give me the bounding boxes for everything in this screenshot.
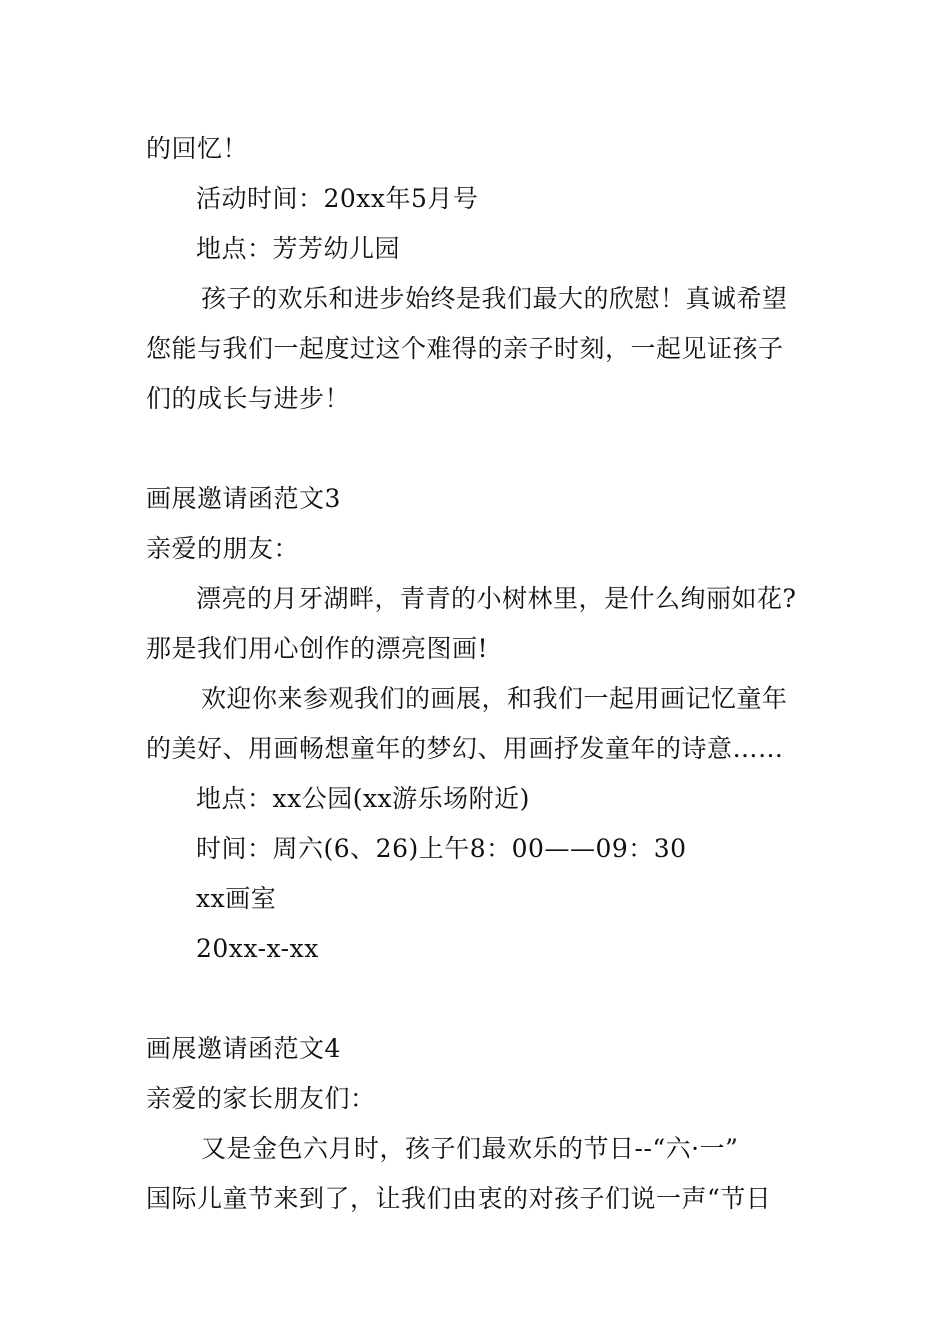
paragraph-line: 那是我们用心创作的漂亮图画! <box>146 634 489 663</box>
paragraph-line: 您能与我们一起度过这个难得的亲子时刻，一起见证孩子 <box>146 334 784 363</box>
activity-place: 地点：芳芳幼儿园 <box>196 234 401 263</box>
section-heading: 画展邀请函范文4 <box>146 1034 341 1063</box>
paragraph-line: 又是金色六月时，孩子们最欢乐的节日--“六·一” <box>201 1134 739 1163</box>
section-heading: 画展邀请函范文3 <box>146 484 341 513</box>
activity-time: 活动时间：20xx年5月号 <box>196 184 479 213</box>
text-line: 的回忆！ <box>146 134 249 163</box>
paragraph-line: 欢迎你来参观我们的画展，和我们一起用画记忆童年 <box>201 684 788 713</box>
paragraph-line: 们的成长与进步！ <box>146 384 351 413</box>
date: 20xx-x-xx <box>196 934 319 963</box>
event-place: 地点：xx公园(xx游乐场附近) <box>196 784 530 813</box>
paragraph-line: 国际儿童节来到了，让我们由衷的对孩子们说一声“节日 <box>146 1184 772 1213</box>
event-time: 时间：周六(6、26)上午8：00——09：30 <box>196 834 687 863</box>
organizer: xx画室 <box>196 884 277 913</box>
greeting: 亲爱的朋友： <box>146 534 300 563</box>
paragraph-line: 的美好、用画畅想童年的梦幻、用画抒发童年的诗意…… <box>146 734 784 763</box>
greeting: 亲爱的家长朋友们： <box>146 1084 376 1113</box>
paragraph-line: 漂亮的月牙湖畔，青青的小树林里，是什么绚丽如花? <box>196 584 797 613</box>
paragraph-line: 孩子的欢乐和进步始终是我们最大的欣慰！真诚希望 <box>201 284 788 313</box>
